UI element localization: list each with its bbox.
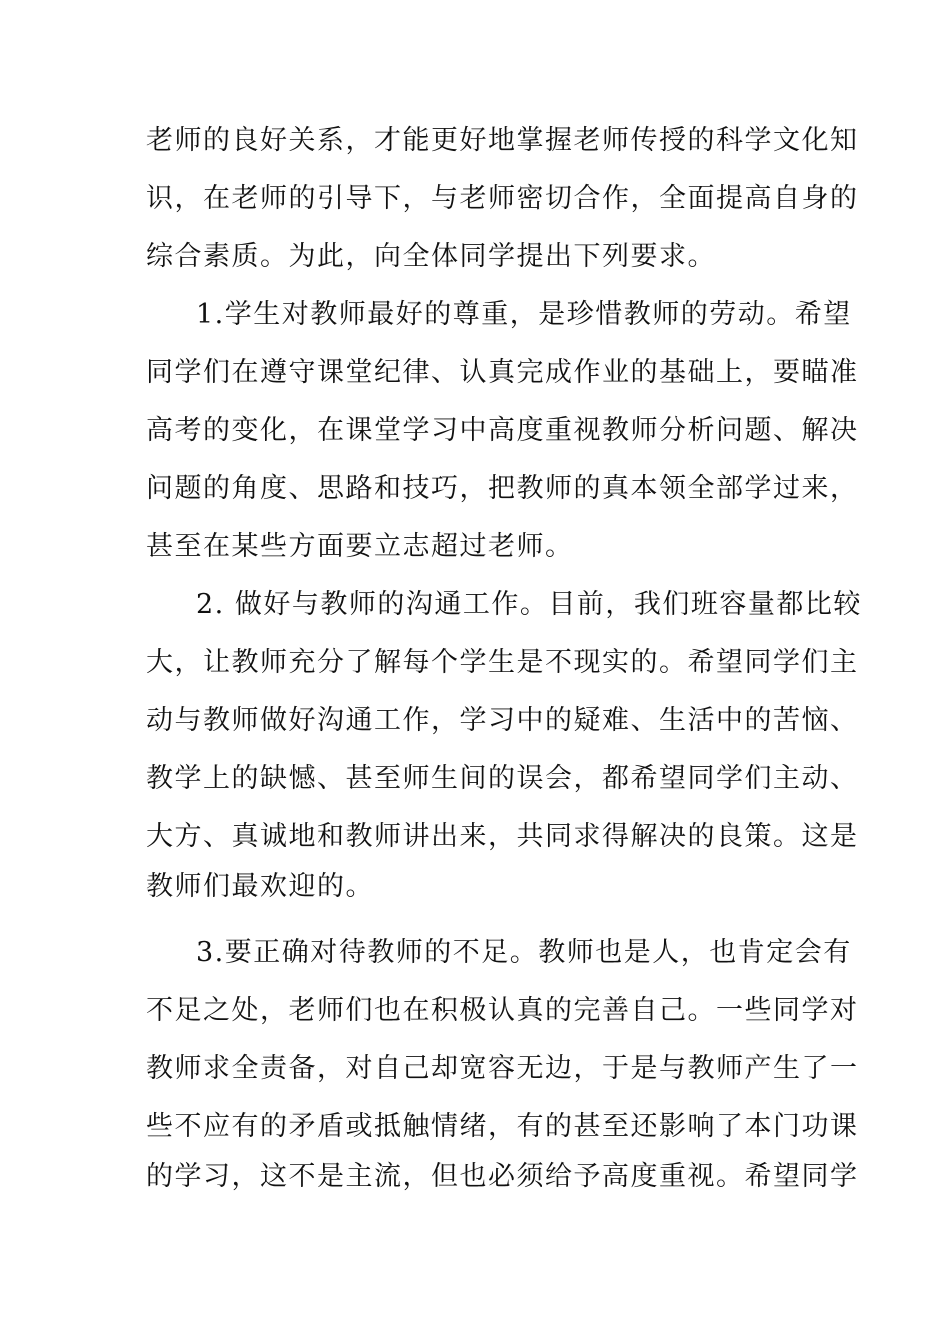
text-line: 些不应有的矛盾或抵触情绪，有的甚至还影响了本门功课	[146, 1111, 859, 1142]
text-line: 老师的良好关系，才能更好地掌握老师传授的科学文化知	[146, 125, 859, 156]
text-line: 甚至在某些方面要立志超过老师。	[146, 531, 574, 562]
text-line: 大，让教师充分了解每个学生是不现实的。希望同学们主	[146, 647, 859, 678]
text-line: 高考的变化，在课堂学习中高度重视教师分析问题、解决	[146, 415, 859, 446]
text-line: 动与教师做好沟通工作，学习中的疑难、生活中的苦恼、	[146, 705, 859, 736]
paragraph-1-first-line: 1.学生对教师最好的尊重，是珍惜教师的劳动。希望	[196, 299, 852, 330]
text-line: 识，在老师的引导下，与老师密切合作，全面提高自身的	[146, 183, 859, 214]
text-line: 教师求全责备，对自己却宽容无边，于是与教师产生了一	[146, 1053, 859, 1084]
text-line: 问题的角度、思路和技巧，把教师的真本领全部学过来，	[146, 473, 859, 504]
text-line: 教学上的缺憾、甚至师生间的误会，都希望同学们主动、	[146, 763, 859, 794]
text-line: 不足之处，老师们也在积极认真的完善自己。一些同学对	[146, 995, 859, 1026]
text-line: 同学们在遵守课堂纪律、认真完成作业的基础上，要瞄准	[146, 357, 859, 388]
paragraph-3-first-line: 3.要正确对待教师的不足。教师也是人，也肯定会有	[196, 937, 852, 968]
text-line: 教师们最欢迎的。	[146, 871, 374, 902]
text-line: 大方、真诚地和教师讲出来，共同求得解决的良策。这是	[146, 821, 859, 852]
text-line: 综合素质。为此，向全体同学提出下列要求。	[146, 241, 716, 272]
paragraph-2-first-line: 2. 做好与教师的沟通工作。目前，我们班容量都比较	[196, 589, 862, 620]
text-line: 的学习，这不是主流，但也必须给予高度重视。希望同学	[146, 1161, 859, 1192]
